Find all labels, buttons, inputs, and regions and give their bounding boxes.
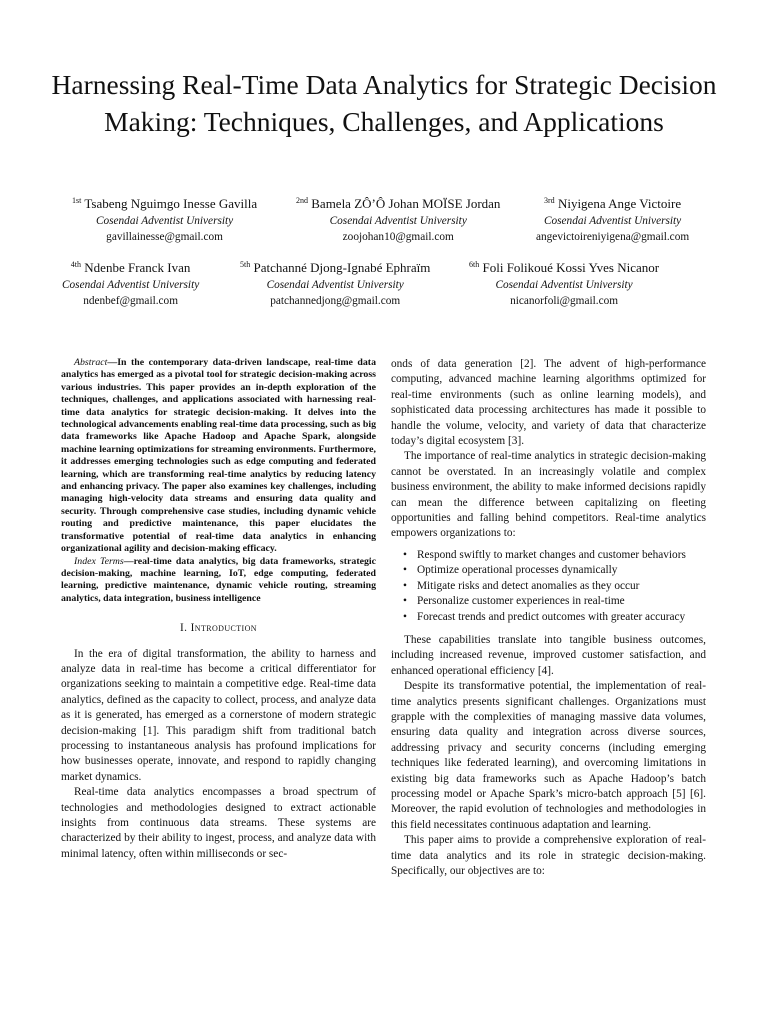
author-ordinal: 1st [72, 196, 82, 205]
author-email: patchannedjong@gmail.com [270, 295, 401, 307]
author-email: zoojohan10@gmail.com [342, 231, 454, 243]
author-name: Niyigena Ange Victoire [557, 196, 682, 211]
paragraph: In the era of digital transformation, the ability to harness and analyze data in real-time has become a critical differentiator for organizations seeking to maintain a competitive edge. Real-time data analytics, defined as the capacity to collect, process, and analyze data as it is generated, has emerged as a cornerstone of modern strategic decision-making [1]. This paradigm shift from traditional batch processing to instantaneous analysis has profound implications for how businesses operate, innovate, and respond to rapidly changing market dynamics. [61, 647, 376, 783]
index-terms-label: Index Terms [74, 555, 124, 567]
author-ordinal: 3rd [544, 196, 555, 205]
list-item: • Optimize operational processes dynamically [391, 563, 706, 578]
section-heading [61, 621, 376, 636]
author-affiliation: Cosendai Adventist University [95, 214, 234, 227]
abstract-label: Abstract [74, 357, 108, 368]
author-email: ndenbef@gmail.com [83, 295, 178, 307]
author-block-4 [62, 257, 199, 310]
paragraph: Real-time data analytics encompasses a broad spectrum of technologies and methodologies designed to extract actionable insights from continuous data streams. These systems are characterized by their ability to ingest, process, and analyze data with minimal latency, often within milliseconds or sec- [61, 786, 376, 860]
author-affiliation: Cosendai Adventist University [266, 278, 404, 291]
capabilities-list [391, 548, 706, 625]
author-name: Foli Folikoué Kossi Yves Nicanor [482, 260, 660, 275]
abstract-text: —In the contemporary data-driven landscape, real-time data analytics has emerged as a pivotal tool for strategic decision-making across various industries. This paper provides an in-depth exploration of the techniques, challenges, and applications associated with harnessing real-time data analytics for strategic decision-making. It delves into the technological advancements enabling real-time data processing, such as big data frameworks like Apache Hadoop and Apache Spark, alongside machine learning optimizations for streaming environments. Furthermore, it addresses emerging technologies such as edge computing and federated learning, which are transforming real-time analytics by reducing latency and enhancing privacy. The paper also examines key challenges, including managing high-velocity data streams and ensuring data quality and security. Through comprehensive case studies, including dynamic vehicle routing and predictive maintenance, this paper elucidates the transformative potential of real-time data analytics in enhancing organizational agility and decision-making efficacy. [61, 357, 376, 555]
bullet-icon: • [403, 610, 407, 623]
author-email: angevictoireniyigena@gmail.com [536, 231, 690, 243]
paragraph: Despite its transformative potential, the implementation of real-time analytics presents significant challenges. Organizations must grapple with the complexities of managing massive data volumes, ensuring data quality and integration across diverse sources, addressing privacy and security concerns (including emerging techniques like federated learning), and overcoming limitations in existing big data frameworks such as Apache Hadoop’s batch processing model or Apache Spark’s micro-batch approach [5] [6]. Moreover, the rapid evolution of technologies and methodologies in this field necessitates continuous adaptation and learning. [391, 680, 706, 831]
paper-title: Harnessing Real-Time Data Analytics for Strategic Decision Making: Techniques, Challenges, and Applications [51, 69, 717, 137]
author-affiliation: Cosendai Adventist University [329, 214, 467, 227]
paragraph: onds of data generation [2]. The advent of high-performance computing, advanced machine learning algorithms optimized for real-time environments (such as online learning models), and sophisticated data processing architectures has made it possible to handle the volume, velocity, and variety of data that characterize today’s digital ecosystem [3]. [391, 358, 706, 448]
bullet-icon: • [403, 579, 407, 592]
bullet-icon: • [403, 548, 407, 561]
abstract [61, 357, 376, 556]
author-affiliation: Cosendai Adventist University [543, 214, 682, 227]
author-name: Patchanné Djong-Ignabé Ephraïm [253, 260, 431, 275]
paragraph: The importance of real-time analytics in strategic decision-making cannot be overstated. In an increasingly volatile and complex business environment, the ability to make informed decisions rapidly can mean the difference between capitalizing on fleeting opportunities and falling behind competitors. Real-time analytics empowers organizations to: [391, 450, 706, 540]
author-ordinal: 5th [240, 260, 251, 269]
index-terms-text: —real-time data analytics, big data frameworks, strategic decision-making, machine learning, IoT, edge computing, federated learning, predictive maintenance, dynamic vehicle routing, streaming analytics, data integration, business intelligence [61, 555, 376, 604]
author-block-2 [296, 193, 500, 246]
list-item: • Personalize customer experiences in real-time [391, 594, 706, 609]
author-block-6 [469, 257, 659, 310]
paragraph: These capabilities translate into tangible business outcomes, including increased revenue, improved customer satisfaction, and enhanced operational efficiency [4]. [391, 633, 706, 677]
author-affiliation: Cosendai Adventist University [495, 278, 633, 291]
bullet-icon: • [403, 595, 407, 608]
author-name: Ndenbe Franck Ivan [84, 260, 191, 275]
left-column [61, 357, 376, 862]
author-ordinal: 4th [70, 260, 82, 269]
right-column [391, 357, 706, 879]
author-affiliation: Cosendai Adventist University [62, 278, 200, 291]
list-item: • Mitigate risks and detect anomalies as they occur [391, 579, 706, 594]
author-block-5 [240, 257, 430, 310]
paragraph: This paper aims to provide a comprehensive exploration of real-time data analytics and its role in strategic decision-making. Specifically, our objectives are to: [391, 834, 706, 877]
section-title: Introduction [190, 622, 257, 635]
author-block-1 [72, 193, 257, 246]
author-name: Tsabeng Nguimgo Inesse Gavilla [84, 196, 258, 211]
author-name: Bamela ZÔ’Ô Johan MOÏSE Jordan [311, 196, 501, 211]
list-item: • Forecast trends and predict outcomes with greater accuracy [391, 610, 706, 625]
bullet-icon: • [403, 564, 407, 577]
author-email: nicanorfoli@gmail.com [510, 295, 619, 307]
section-number: I. [180, 622, 188, 635]
author-ordinal: 2nd [296, 196, 308, 205]
author-ordinal: 6th [469, 260, 480, 269]
index-terms [61, 556, 376, 606]
list-item: • Respond swiftly to market changes and customer behaviors [391, 548, 706, 563]
author-email: gavillainesse@gmail.com [106, 231, 223, 243]
author-block-3 [536, 193, 689, 246]
